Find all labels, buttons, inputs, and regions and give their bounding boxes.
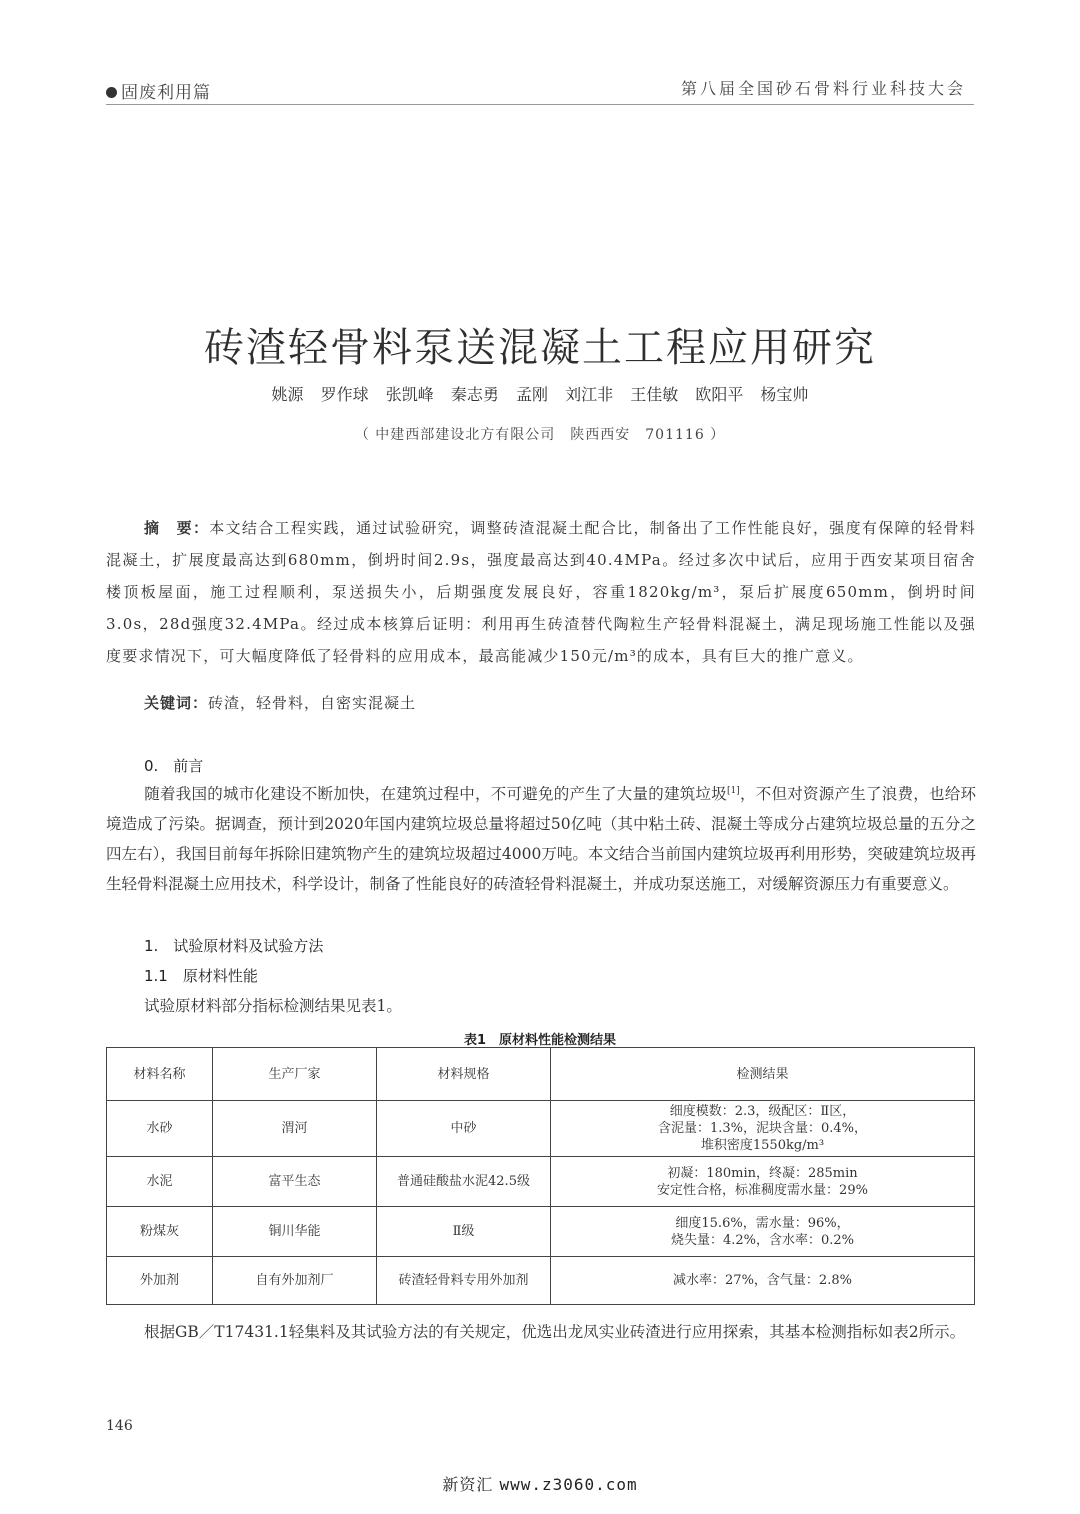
table-cell: 外加剂 [107,1257,213,1305]
result-line: 烧失量：4.2%，含水率：0.2% [670,1232,855,1248]
result-line: 减水率：27%，含气量：2.8% [673,1273,852,1288]
author: 罗作球 [320,385,369,404]
section-heading-1-1: 1.1 原材料性能 [144,967,258,985]
author: 张凯峰 [385,385,434,404]
table-cell: 粉煤灰 [107,1207,213,1257]
page-number: 146 [106,1418,133,1434]
s11-paragraph [106,991,976,1021]
after-table-paragraph [106,1317,976,1347]
author: 欧阳平 [695,385,744,404]
table-cell [551,1207,975,1257]
bullet-icon [106,87,117,98]
section-heading-1: 1. 试验原材料及试验方法 [144,937,324,955]
watermark [0,1472,1080,1495]
result-line: 安定性合格，标准稠度需水量：29% [657,1182,868,1198]
section-label-text: 固废利用篇 [121,83,211,103]
table-caption: 表1 原材料性能检测结果 [463,1033,617,1048]
table-cell: 中砂 [377,1101,551,1157]
intro-text-a: 随着我国的城市化建设不断加快，在建筑过程中，不可避免的产生了大量的建筑垃圾 [144,785,727,803]
table-header-row [107,1048,975,1101]
author: 秦志勇 [450,385,499,404]
result-line: 含泥量：1.3%，泥块含量：0.4%， [657,1121,868,1136]
watermark-brand: 新资汇 [442,1475,494,1494]
table-row [107,1257,975,1305]
watermark-url[interactable]: www.z3060.com [499,1475,638,1494]
table-header: 材料名称 [107,1048,213,1101]
table-cell: 水泥 [107,1157,213,1207]
header-divider [106,104,974,105]
result-line: 堆积密度1550kg/m³ [700,1138,825,1153]
materials-table [106,1047,975,1305]
table-header: 检测结果 [551,1048,975,1101]
keywords-text: 砖渣，轻骨料，自密实混凝土 [208,694,417,712]
table-cell: 水砂 [107,1101,213,1157]
result-line: 初凝：180min，终凝：285min [667,1165,858,1181]
table-cell [551,1101,975,1157]
abstract [106,512,976,672]
table-row [107,1101,975,1157]
result-line: 细度模数：2.3，级配区：Ⅱ区， [669,1104,856,1119]
intro-paragraph [106,779,976,899]
table-cell: 铜川华能 [213,1207,377,1257]
abstract-text: 本文结合工程实践，通过试验研究，调整砖渣混凝土配合比，制备出了工作性能良好，强度有保障的轻骨料混凝土，扩展度最高达到680mm，倒坍时间2.9s，强度最高达到40.4MPa。经过多次中试后，应用于西安某项目宿舍楼顶板屋面，施工过程顺利，泵送损失小，后期强度发展良好，容重1820kg/m³，泵后扩展度650mm，倒坍时间3.0s，28d强度32.4MPa。经过成本核算后证明：利用再生砖渣替代陶粒生产轻骨料混凝土，满足现场施工性能以及强度要求情况下，可大幅度降低了轻骨料的应用成本，最高能减少150元/m³的成本，具有巨大的推广意义。 [106,519,976,665]
table-row [107,1207,975,1257]
after-table-text: 根据GB／T17431.1轻集料及其试验方法的有关规定，优选出龙凤实业砖渣进行应用探索，其基本检测指标如表2所示。 [144,1323,966,1341]
table-cell [551,1157,975,1207]
table-header: 材料规格 [377,1048,551,1101]
result-line: 细度15.6%，需水量：96%， [675,1215,850,1231]
table-cell: 渭河 [213,1101,377,1157]
author-list [0,382,1080,405]
s11-text: 试验原材料部分指标检测结果见表1。 [144,997,402,1015]
table-cell [551,1257,975,1305]
author: 刘江非 [565,385,614,404]
table-cell: 富平生态 [213,1157,377,1207]
author: 孟刚 [515,385,548,404]
reference-mark[interactable]: [1] [726,785,740,796]
table-cell: 普通硅酸盐水泥42.5级 [377,1157,551,1207]
table-header: 生产厂家 [213,1048,377,1101]
table-cell: 砖渣轻骨料专用外加剂 [377,1257,551,1305]
author: 姚源 [271,385,304,404]
paper-title: 砖渣轻骨料泵送混凝土工程应用研究 [204,325,876,371]
table-row [107,1157,975,1207]
conference-name: 第八届全国砂石骨料行业科技大会 [680,79,966,98]
keywords [144,692,416,713]
intro-text-b: ，不但对资源产生了浪费，也给环境造成了污染。据调查，预计到2020年国内建筑垃圾总量将超过50亿吨（其中粘土砖、混凝土等成分占建筑垃圾总量的五分之四左右），我国目前每年拆除旧建筑物产生的建筑垃圾超过4000万吨。本文结合当前国内建筑垃圾再利用形势，突破建筑垃圾再生轻骨料混凝土应用技术，科学设计，制备了性能良好的砖渣轻骨料混凝土，并成功泵送施工，对缓解资源压力有重要意义。 [106,785,976,893]
author: 王佳敏 [630,385,679,404]
abstract-label: 摘 要： [144,519,210,537]
affiliation: （ 中建西部建设北方有限公司 陕西西安 701116 ） [354,427,726,443]
section-heading-intro: 0. 前言 [144,757,204,775]
section-label [106,78,211,103]
table-cell: 自有外加剂厂 [213,1257,377,1305]
keywords-label: 关键词： [144,694,209,712]
table-cell: Ⅱ级 [377,1207,551,1257]
author: 杨宝帅 [760,385,809,404]
